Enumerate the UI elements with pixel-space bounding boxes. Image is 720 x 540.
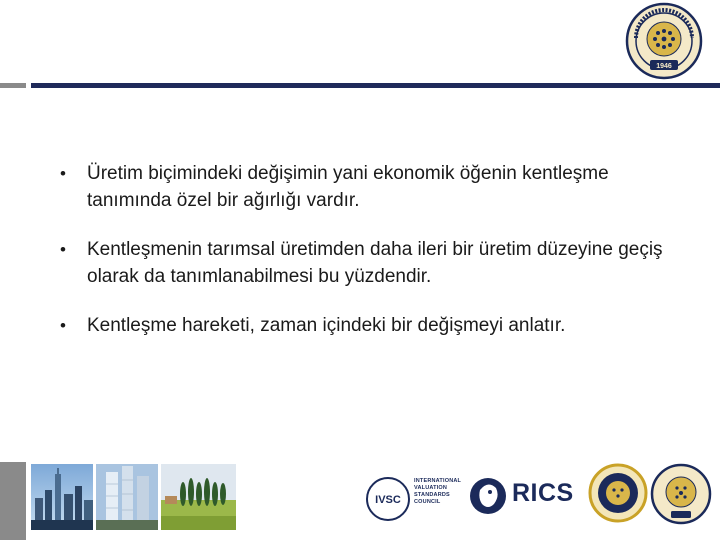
university-seal-logo-small: [650, 462, 712, 526]
bullet-text: Üretim biçimindeki değişimin yani ekonomik öğenin kentleşme tanımında özel bir ağırlığı vardır.: [87, 163, 609, 211]
bullet-text: Kentleşmenin tarımsal üretimden daha ileri bir üretim düzeyine geçiş olarak da tanımlanabilmesi bu yüzdendir.: [87, 239, 663, 287]
bullet-item: [56, 312, 676, 339]
bullet-list: [56, 160, 676, 361]
ivsc-acronym: IVSC: [375, 494, 401, 506]
seal-year: 1946: [656, 63, 672, 70]
ivsc-line: COUNCIL: [414, 499, 441, 505]
bullet-text: Kentleşme hareketi, zaman içindeki bir değişmeyi anlatır.: [87, 315, 566, 336]
ivsc-wordmark: [414, 478, 474, 506]
footer-rule-grey: [0, 462, 26, 540]
bullet-item: [56, 236, 676, 290]
header-rule-grey: [0, 83, 26, 88]
bullet-marker: •: [60, 164, 66, 183]
city-skyline-photo: [31, 464, 93, 530]
rics-wordmark: RICS: [512, 479, 574, 507]
ivsc-line: INTERNATIONAL: [414, 478, 462, 484]
bullet-marker: •: [60, 316, 66, 335]
university-seal-logo: [624, 2, 704, 80]
towers-photo: [96, 464, 158, 530]
seal-logo-gold: [588, 462, 648, 524]
bullet-item: [56, 160, 676, 214]
ivsc-line: VALUATION: [414, 485, 448, 491]
countryside-photo: [161, 464, 236, 530]
bullet-marker: •: [60, 240, 66, 259]
header-rule-navy: [31, 83, 720, 88]
ivsc-line: STANDARDS: [414, 492, 450, 498]
